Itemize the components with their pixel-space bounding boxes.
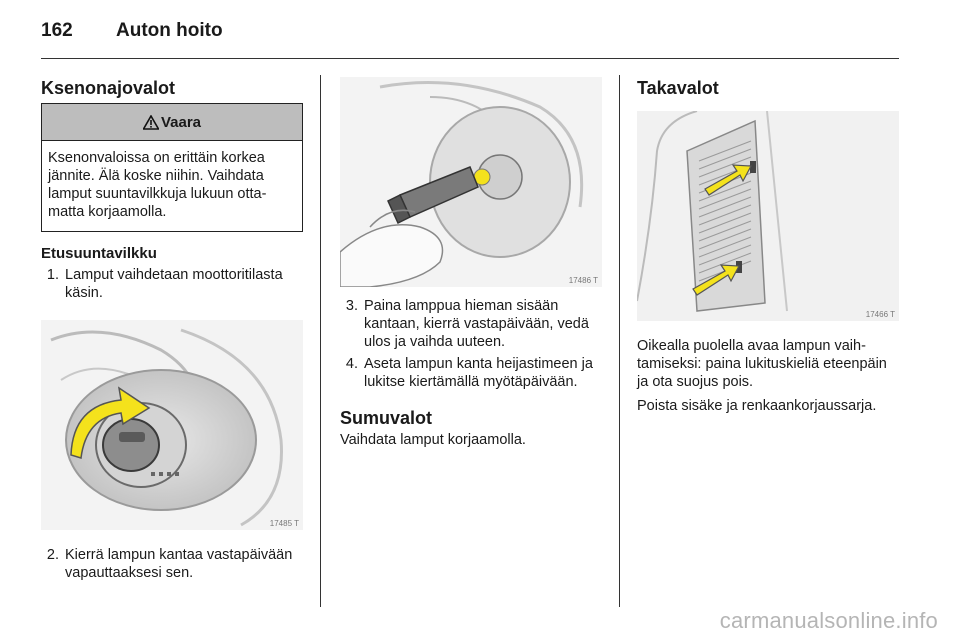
step-item [340, 297, 602, 351]
warning-box [41, 103, 303, 232]
warning-text: Ksenonvaloissa on erittäin korkea jännite. Älä koske niihin. Vaihdata lamput suuntavilkkuja lukuun ottamatta korjaamolla. [48, 150, 267, 220]
warning-header [42, 104, 302, 141]
step-number: 3. [345, 298, 358, 314]
paragraph-tail-light-instructions: Oikealla puolella avaa lampun vaihtamiseksi: paina lukituskieliä eteenpäin ja ota suojus pois. [637, 338, 887, 390]
steps-list [41, 266, 303, 302]
column-3 [637, 75, 899, 415]
paragraph-remove-insert: Poista sisäke ja renkaankorjaussarja. [637, 398, 877, 414]
figure-indicator-socket [41, 320, 303, 530]
subsection-title-front-indicator: Etusuuntavilkku [41, 245, 157, 262]
step-number: 4. [345, 356, 358, 372]
step-text: Aseta lampun kanta heijastimeen ja lukitse kiertämällä myötäpäivään. [364, 356, 593, 390]
header-rule [41, 58, 899, 59]
warning-triangle-icon [143, 115, 159, 130]
figure-code: 17466 T [865, 310, 895, 319]
section-title-xenon: Ksenonajovalot [41, 78, 176, 98]
figure-code: 17486 T [568, 276, 598, 285]
steps-list [41, 546, 303, 582]
column-divider [619, 75, 620, 607]
page-number: 162 [41, 20, 73, 41]
step-item [340, 355, 602, 391]
column-divider [320, 75, 321, 607]
step-item [41, 546, 303, 582]
step-text: Lamput vaihdetaan moottoritilasta käsin. [65, 267, 283, 301]
step-number: 1. [46, 267, 59, 283]
figure-illustration [41, 320, 303, 530]
figure-bulb-removal [340, 77, 602, 287]
figure-illustration [340, 77, 602, 287]
step-number: 2. [46, 547, 59, 563]
footer-watermark: carmanualsonline.info [719, 608, 938, 633]
section-text-fog-lights: Vaihdata lamput korjaamolla. [340, 432, 526, 448]
warning-title: Vaara [160, 113, 202, 131]
section-title-fog-lights: Sumuvalot [340, 408, 433, 428]
page-title: Auton hoito [116, 20, 223, 41]
column-2 [340, 75, 602, 449]
step-text: Kierrä lampun kantaa vastapäivään vapauttaaksesi sen. [65, 547, 293, 581]
column-1 [41, 75, 303, 582]
page-header [41, 20, 223, 44]
section-title-tail-lights: Takavalot [637, 78, 719, 98]
figure-code: 17485 T [269, 519, 299, 528]
figure-illustration [637, 111, 899, 321]
step-text: Paina lamppua hieman sisään kantaan, kierrä vastapäivään, vedä ulos ja vaihda uuteen. [364, 298, 589, 350]
figure-tail-light-cover [637, 111, 899, 321]
steps-list [340, 297, 602, 391]
step-item [41, 266, 303, 302]
